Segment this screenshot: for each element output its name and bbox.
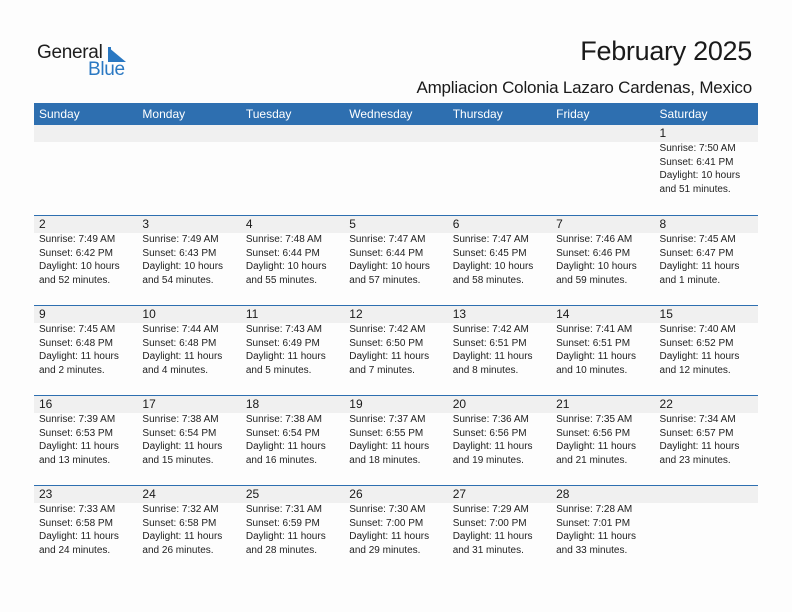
day-cell-monday (137, 396, 240, 467)
day-number: 9 (39, 307, 46, 321)
sunrise-text: Sunrise: 7:42 AM (452, 324, 529, 335)
day-number: 10 (142, 307, 156, 321)
sunset-text: Sunset: 6:44 PM (349, 247, 424, 259)
week-cells (34, 125, 758, 196)
day-cell-friday (551, 216, 654, 287)
sunset-text: Sunset: 7:00 PM (349, 517, 424, 529)
day-number: 12 (349, 307, 363, 321)
daylight-minutes-text: and 4 minutes. (142, 364, 209, 376)
sunset-text: Sunset: 6:43 PM (142, 247, 217, 259)
sunset-text: Sunset: 7:01 PM (556, 517, 631, 529)
week-row (34, 305, 758, 395)
sunrise-text: Sunrise: 7:47 AM (349, 234, 426, 245)
sunrise-text: Sunrise: 7:30 AM (349, 504, 426, 515)
sunrise-text: Sunrise: 7:47 AM (452, 234, 529, 245)
day-cell-sunday (34, 216, 137, 287)
day-cell-saturday (655, 396, 758, 467)
daylight-text: Daylight: 11 hours (245, 441, 326, 452)
daylight-text: Daylight: 11 hours (349, 441, 430, 452)
sunset-text: Sunset: 6:47 PM (659, 247, 734, 259)
empty-day-cell (551, 125, 654, 196)
day-number: 24 (142, 487, 156, 501)
daylight-minutes-text: and 55 minutes. (245, 274, 318, 286)
week-row (34, 395, 758, 485)
sunrise-text: Sunrise: 7:44 AM (142, 324, 219, 335)
sunset-text: Sunset: 6:48 PM (142, 337, 217, 349)
sunset-text: Sunset: 6:53 PM (39, 427, 113, 439)
day-number: 23 (39, 487, 53, 501)
day-number: 26 (349, 487, 363, 501)
day-number: 5 (349, 217, 356, 231)
weekday-friday: Friday (556, 107, 590, 121)
daylight-text: Daylight: 11 hours (39, 351, 119, 362)
logo-word-blue: Blue (88, 59, 125, 80)
daylight-minutes-text: and 24 minutes. (39, 544, 111, 556)
daylight-text: Daylight: 10 hours (452, 261, 534, 272)
sunset-text: Sunset: 6:56 PM (452, 427, 527, 439)
day-cell-saturday (655, 216, 758, 287)
day-number: 18 (245, 397, 260, 411)
sunrise-text: Sunrise: 7:35 AM (556, 414, 633, 425)
day-cell-tuesday (241, 396, 344, 467)
sunset-text: Sunset: 6:51 PM (452, 337, 527, 349)
daylight-minutes-text: and 19 minutes. (452, 454, 524, 466)
daylight-text: Daylight: 11 hours (142, 531, 223, 542)
daylight-text: Daylight: 11 hours (142, 351, 223, 362)
daylight-minutes-text: and 33 minutes. (556, 544, 628, 556)
sunset-text: Sunset: 6:41 PM (659, 156, 734, 168)
daylight-minutes-text: and 31 minutes. (452, 544, 524, 556)
weekday-tuesday: Tuesday (245, 107, 292, 121)
daylight-text: Daylight: 10 hours (659, 170, 741, 181)
sunset-text: Sunset: 6:55 PM (349, 427, 424, 439)
daylight-minutes-text: and 51 minutes. (659, 183, 731, 195)
page-title: February 2025 (580, 36, 752, 66)
daylight-minutes-text: and 2 minutes. (39, 364, 105, 376)
sunset-text: Sunset: 6:42 PM (39, 247, 113, 259)
day-number: 28 (556, 487, 570, 501)
day-cell-friday (551, 306, 654, 377)
daylight-text: Daylight: 10 hours (556, 261, 637, 272)
day-number: 7 (556, 217, 563, 231)
day-cell-tuesday (241, 486, 344, 557)
daylight-text: Daylight: 11 hours (452, 531, 533, 542)
sunset-text: Sunset: 6:49 PM (245, 337, 320, 349)
sunrise-text: Sunrise: 7:40 AM (659, 324, 736, 335)
day-cell-monday (137, 486, 240, 557)
sunrise-text: Sunrise: 7:49 AM (39, 234, 116, 245)
daylight-minutes-text: and 13 minutes. (39, 454, 111, 466)
sunrise-text: Sunrise: 7:36 AM (452, 414, 529, 425)
calendar-grid (34, 103, 758, 575)
daylight-text: Daylight: 11 hours (452, 441, 533, 452)
daylight-minutes-text: and 12 minutes. (659, 364, 731, 376)
week-cells (34, 486, 758, 557)
sunrise-text: Sunrise: 7:41 AM (556, 324, 633, 335)
day-cell-tuesday (241, 216, 344, 287)
sunset-text: Sunset: 6:45 PM (452, 247, 527, 259)
day-number: 22 (659, 397, 673, 411)
sunrise-text: Sunrise: 7:45 AM (39, 324, 116, 335)
daylight-text: Daylight: 10 hours (39, 261, 120, 272)
week-cells (34, 306, 758, 377)
sunrise-text: Sunrise: 7:50 AM (659, 143, 736, 154)
sunset-text: Sunset: 6:54 PM (245, 427, 320, 439)
day-cell-thursday (448, 486, 551, 557)
sunset-text: Sunset: 6:59 PM (245, 517, 320, 529)
week-cells (34, 396, 758, 467)
day-number: 6 (452, 217, 460, 231)
day-number: 27 (452, 487, 467, 501)
daylight-text: Daylight: 10 hours (245, 261, 327, 272)
day-number: 4 (245, 217, 253, 231)
day-cell-saturday (655, 306, 758, 377)
day-cell-wednesday (344, 486, 447, 557)
day-cell-monday (137, 216, 240, 287)
daylight-text: Daylight: 11 hours (39, 531, 119, 542)
daylight-minutes-text: and 16 minutes. (245, 454, 318, 466)
daylight-minutes-text: and 59 minutes. (556, 274, 628, 286)
sunrise-text: Sunrise: 7:37 AM (349, 414, 426, 425)
day-number: 8 (659, 217, 667, 231)
logo (37, 42, 137, 82)
weekday-wednesday: Wednesday (349, 107, 413, 121)
empty-day-cell (241, 125, 344, 196)
sunset-text: Sunset: 6:54 PM (142, 427, 217, 439)
day-number: 17 (142, 397, 156, 411)
sunrise-text: Sunrise: 7:49 AM (142, 234, 219, 245)
sunrise-text: Sunrise: 7:43 AM (245, 324, 322, 335)
day-cell-thursday (448, 216, 551, 287)
daylight-minutes-text: and 58 minutes. (452, 274, 524, 286)
sunrise-text: Sunrise: 7:38 AM (142, 414, 219, 425)
week-row (34, 215, 758, 305)
sunset-text: Sunset: 6:51 PM (556, 337, 631, 349)
day-cell-friday (551, 486, 654, 557)
day-cell-wednesday (344, 396, 447, 467)
sunrise-text: Sunrise: 7:31 AM (245, 504, 322, 515)
day-cell-sunday (34, 486, 137, 557)
sunset-text: Sunset: 6:56 PM (556, 427, 631, 439)
day-cell-thursday (448, 396, 551, 467)
day-number: 25 (245, 487, 260, 501)
day-number: 21 (556, 397, 570, 411)
day-number: 11 (245, 307, 259, 321)
day-cell-friday (551, 396, 654, 467)
daylight-text: Daylight: 11 hours (39, 441, 119, 452)
day-cell-thursday (448, 306, 551, 377)
day-number: 1 (659, 126, 667, 140)
empty-day-cell (137, 125, 240, 196)
sunrise-text: Sunrise: 7:48 AM (245, 234, 322, 245)
sunset-text: Sunset: 6:52 PM (659, 337, 734, 349)
daylight-minutes-text: and 23 minutes. (659, 454, 731, 466)
sunset-text: Sunset: 7:00 PM (452, 517, 527, 529)
sunrise-text: Sunrise: 7:46 AM (556, 234, 633, 245)
daylight-text: Daylight: 11 hours (659, 261, 740, 272)
sunset-text: Sunset: 6:58 PM (142, 517, 217, 529)
day-number: 19 (349, 397, 363, 411)
day-number: 15 (659, 307, 673, 321)
daylight-minutes-text: and 26 minutes. (142, 544, 214, 556)
sunrise-text: Sunrise: 7:42 AM (349, 324, 426, 335)
day-cell-saturday (655, 125, 758, 196)
day-number: 20 (452, 397, 467, 411)
daylight-minutes-text: and 7 minutes. (349, 364, 415, 376)
empty-day-cell (34, 125, 137, 196)
daylight-minutes-text: and 5 minutes. (245, 364, 312, 376)
day-cell-tuesday (241, 306, 344, 377)
daylight-text: Daylight: 11 hours (659, 441, 740, 452)
weekday-header-row (34, 103, 758, 125)
sunrise-text: Sunrise: 7:38 AM (245, 414, 322, 425)
sunset-text: Sunset: 6:50 PM (349, 337, 424, 349)
weekday-monday: Monday (142, 107, 186, 121)
daylight-minutes-text: and 15 minutes. (142, 454, 214, 466)
sunrise-text: Sunrise: 7:34 AM (659, 414, 736, 425)
week-row (34, 125, 758, 215)
daylight-text: Daylight: 11 hours (245, 351, 326, 362)
day-cell-monday (137, 306, 240, 377)
daylight-text: Daylight: 10 hours (349, 261, 430, 272)
empty-day-cell (655, 486, 758, 557)
sunrise-text: Sunrise: 7:32 AM (142, 504, 219, 515)
daylight-text: Daylight: 10 hours (142, 261, 224, 272)
sunrise-text: Sunrise: 7:28 AM (556, 504, 633, 515)
day-number: 2 (39, 217, 46, 231)
daylight-minutes-text: and 54 minutes. (142, 274, 214, 286)
weeks-container (34, 125, 758, 575)
sunset-text: Sunset: 6:46 PM (556, 247, 631, 259)
daylight-text: Daylight: 11 hours (142, 441, 223, 452)
day-cell-sunday (34, 306, 137, 377)
weekday-sunday: Sunday (39, 107, 80, 121)
sunset-text: Sunset: 6:58 PM (39, 517, 113, 529)
daylight-minutes-text: and 28 minutes. (245, 544, 318, 556)
sunset-text: Sunset: 6:48 PM (39, 337, 113, 349)
empty-day-cell (448, 125, 551, 196)
daylight-minutes-text: and 10 minutes. (556, 364, 628, 376)
day-cell-wednesday (344, 306, 447, 377)
day-number: 14 (556, 307, 570, 321)
empty-day-cell (344, 125, 447, 196)
week-cells (34, 216, 758, 287)
day-number: 3 (142, 217, 150, 231)
daylight-text: Daylight: 11 hours (349, 351, 430, 362)
daylight-text: Daylight: 11 hours (556, 351, 636, 362)
sunrise-text: Sunrise: 7:45 AM (659, 234, 736, 245)
daylight-text: Daylight: 11 hours (349, 531, 430, 542)
sunset-text: Sunset: 6:44 PM (245, 247, 320, 259)
daylight-minutes-text: and 57 minutes. (349, 274, 421, 286)
daylight-minutes-text: and 21 minutes. (556, 454, 628, 466)
daylight-minutes-text: and 18 minutes. (349, 454, 421, 466)
daylight-text: Daylight: 11 hours (659, 351, 740, 362)
daylight-minutes-text: and 29 minutes. (349, 544, 421, 556)
daylight-text: Daylight: 11 hours (556, 441, 636, 452)
daylight-text: Daylight: 11 hours (245, 531, 326, 542)
daylight-minutes-text: and 52 minutes. (39, 274, 111, 286)
day-cell-wednesday (344, 216, 447, 287)
weekday-thursday: Thursday (452, 107, 503, 121)
daylight-text: Daylight: 11 hours (452, 351, 533, 362)
daylight-minutes-text: and 8 minutes. (452, 364, 519, 376)
sunrise-text: Sunrise: 7:39 AM (39, 414, 116, 425)
day-number: 13 (452, 307, 467, 321)
day-number: 16 (39, 397, 53, 411)
sunrise-text: Sunrise: 7:29 AM (452, 504, 529, 515)
day-cell-sunday (34, 396, 137, 467)
sunset-text: Sunset: 6:57 PM (659, 427, 734, 439)
sunrise-text: Sunrise: 7:33 AM (39, 504, 116, 515)
daylight-minutes-text: and 1 minute. (659, 274, 721, 286)
logo-word-general: General (37, 42, 103, 63)
daylight-text: Daylight: 11 hours (556, 531, 636, 542)
week-row (34, 485, 758, 575)
weekday-saturday: Saturday (659, 107, 708, 121)
location-subtitle: Ampliacion Colonia Lazaro Cardenas, Mexico (416, 78, 752, 97)
